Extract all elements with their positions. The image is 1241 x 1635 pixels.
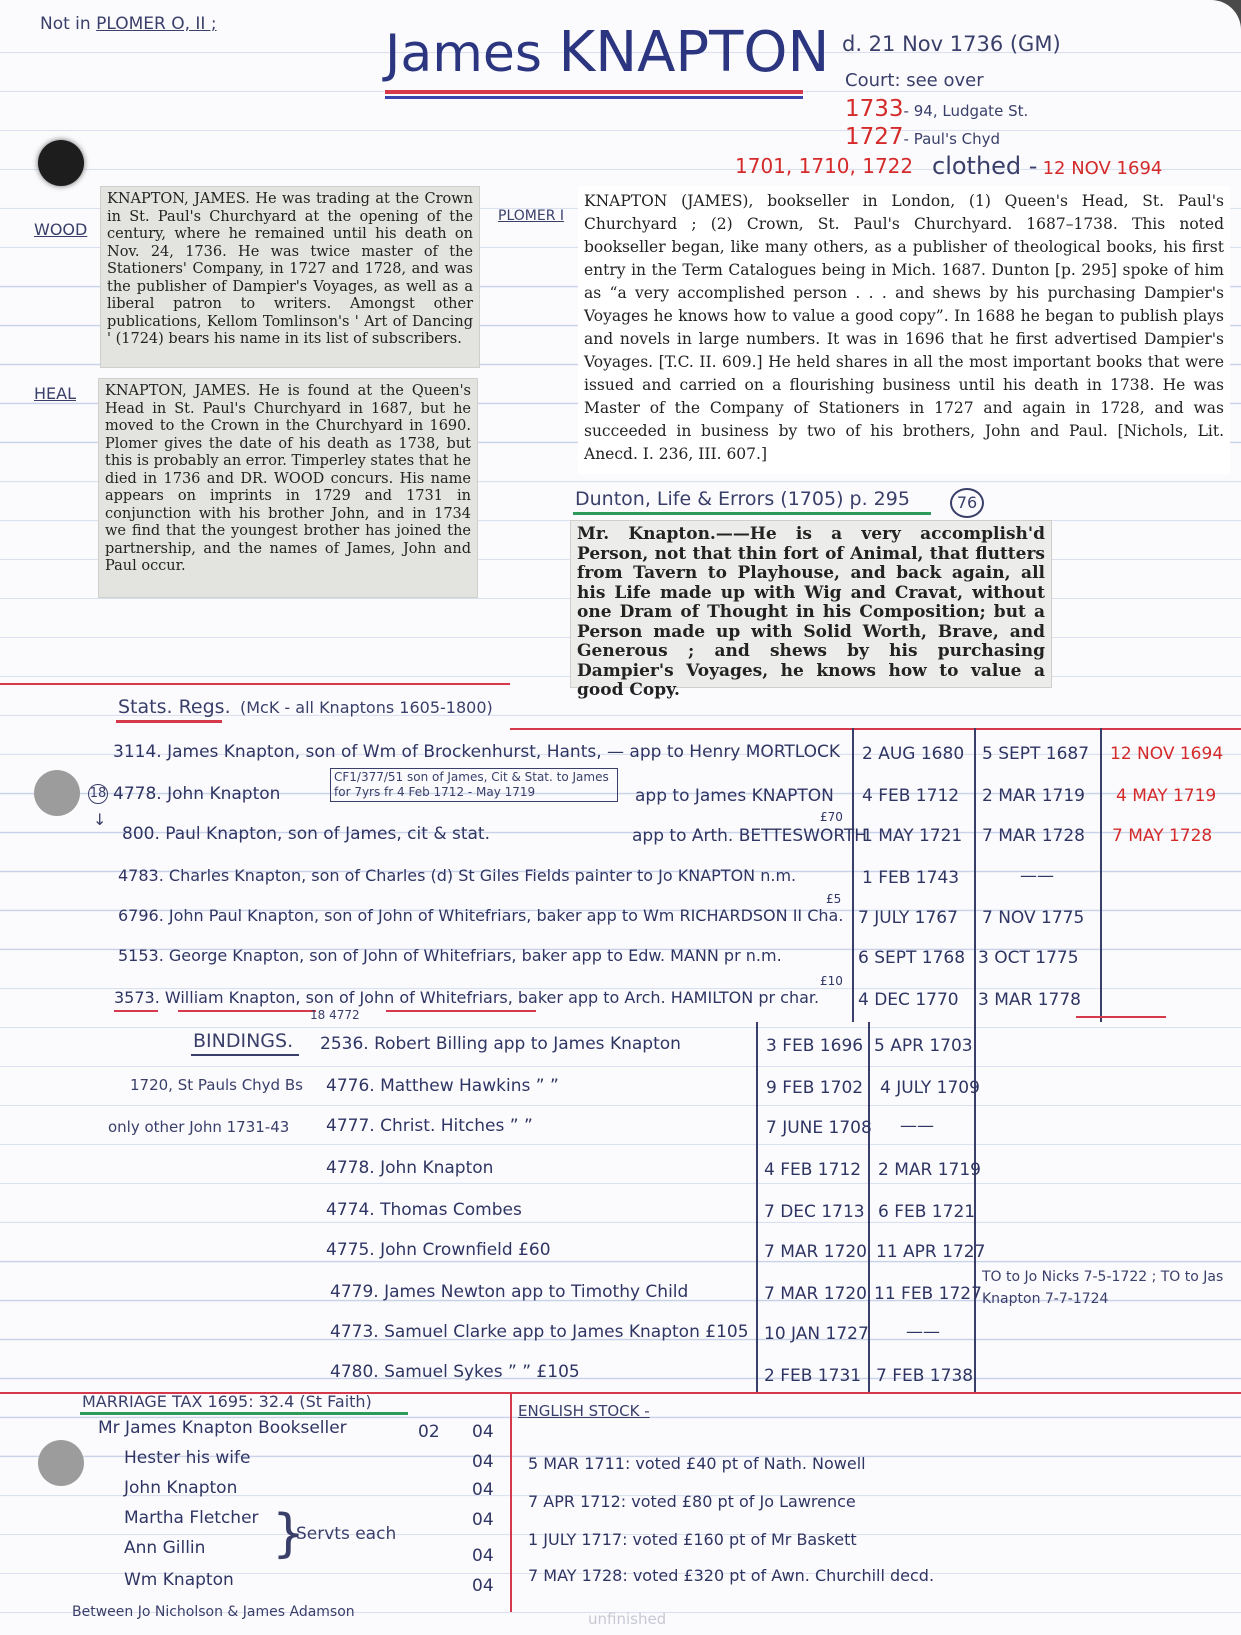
punch-hole (38, 1440, 84, 1486)
unfinished-note: unfinished (588, 1610, 667, 1628)
stats-date: 6 SEPT 1768 (858, 948, 966, 968)
dunton-heading-underline (573, 512, 931, 515)
stats-date: 1 MAY 1721 (862, 826, 963, 846)
stats-regs-heading: Stats. Regs. (118, 696, 231, 718)
ref-4772: 18 4772 (310, 1008, 360, 1022)
tax-row: Wm Knapton (124, 1570, 234, 1590)
tax-value: 04 (472, 1480, 494, 1500)
stats-date: 7 MAY 1728 (1112, 826, 1213, 846)
title-underline-blue (385, 96, 803, 99)
tax-row: John Knapton (124, 1478, 238, 1498)
stats-regs-underline (116, 720, 222, 723)
paul-app: app to Arth. BETTESWORTH (632, 826, 868, 846)
address-1733: 1733- 94, Ludgate St. (845, 96, 1029, 122)
stock-row: 1 JULY 1717: voted £160 pt of Mr Baskett (528, 1530, 857, 1549)
heal-clipping: KNAPTON, JAMES. He is found at the Queen's Head in St. Paul's Churchyard in 1687, but he moved to the Crown in the Churchyard in 1690. Plomer gives the date of his death as 1738, but this is probably an error. Timperley states that he died in 1736 and DR. WOOD concurs. His name appears on imprints in 1729 and 1731 in conjunction with his brother John, and in 1734 we find that the youngest brother has joined the partnership, and the names of James, John and Paul occur. (98, 378, 478, 598)
binding-date: 11 APR 1727 (876, 1242, 986, 1262)
tax-row: Mr James Knapton Bookseller (98, 1418, 347, 1438)
binding-date: 7 DEC 1713 (764, 1202, 865, 1222)
death-date: d. 21 Nov 1736 (GM) (842, 32, 1061, 56)
source-heal: HEAL (34, 384, 76, 403)
marriage-tax-underline (80, 1412, 408, 1415)
to-note: TO to Jo Nicks 7-5-1722 ; TO to Jas Knapton 7-7-1724 (982, 1269, 1224, 1307)
binding-date: 2 MAR 1719 (878, 1160, 981, 1180)
column-rule (1100, 728, 1102, 1022)
stats-date: 4 FEB 1712 (862, 786, 960, 806)
fee-note: £10 (820, 974, 843, 988)
stats-date: 2 AUG 1680 (862, 744, 965, 764)
title-underline-red (385, 90, 803, 94)
tax-value: 04 (472, 1422, 494, 1442)
stats-row: 4783. Charles Knapton, son of Charles (d) St Giles Fields painter to Jo KNAPTON n.m. (118, 866, 797, 885)
stats-row: 4778. John Knapton (113, 784, 281, 804)
binding-date: 7 MAR 1720 (764, 1242, 867, 1262)
stats-date: 4 DEC 1770 (858, 990, 959, 1010)
column-rule (756, 1022, 758, 1392)
dunton-circle-number: 76 (950, 488, 984, 518)
stats-date: 7 NOV 1775 (982, 908, 1085, 928)
william-underline (386, 1010, 536, 1012)
margin-mark-18: 18 (88, 784, 108, 804)
tax-value: 04 (472, 1546, 494, 1566)
stats-row: 6796. John Paul Knapton, son of John of Whitefriars, baker app to Wm RICHARDSON II Cha. (118, 906, 844, 925)
top-note: Not in PLOMER O, II ; (40, 14, 217, 34)
page-title: James KNAPTON (385, 20, 830, 85)
tax-value: 04 (472, 1452, 494, 1472)
stats-date: 7 MAR 1728 (982, 826, 1085, 846)
stats-date: 2 MAR 1719 (982, 786, 1085, 806)
bindings-underline (191, 1054, 299, 1056)
stats-row: 800. Paul Knapton, son of James, cit & stat. (122, 824, 490, 844)
marriage-tax-heading: MARRIAGE TAX 1695: 32.4 (St Faith) (82, 1392, 372, 1411)
punch-hole (38, 140, 84, 186)
binding-date: 7 JUNE 1708 (766, 1118, 872, 1138)
stats-date: 12 NOV 1694 (1110, 744, 1224, 764)
stock-row: 5 MAR 1711: voted £40 pt of Nath. Nowell (528, 1454, 866, 1473)
stats-date: 4 MAY 1719 (1116, 786, 1217, 806)
column-rule (974, 728, 976, 1022)
tax-value: 02 (418, 1422, 440, 1442)
column-rule (852, 728, 854, 1022)
tax-value: 04 (472, 1576, 494, 1596)
binding-row: 2536. Robert Billing app to James Knapton (320, 1034, 681, 1054)
years-list: 1701, 1710, 1722 (735, 154, 914, 178)
binding-row: 4779. James Newton app to Timothy Child (330, 1282, 689, 1302)
plomer-clipping: KNAPTON (JAMES), bookseller in London, (1) Queen's Head, St. Paul's Churchyard ; (2) Crown, St. Paul's Churchyard. 1687–1738. This noted bookseller began, like many others, as a publisher of theological books, his first entry in the Term Catalogues being in Mich. 1687. Dunton [p. 295] spoke of him as “a very accomplished person . . . and shews by his purchasing Dampier's Voyages he knows how to value a good copy”. In 1688 he began to publish plays and novels in large numbers. It was in 1696 that he first advertised Dampier's Voyages. [T.C. II. 609.] He held shares in all the most important books that were issued and carried on a flourishing business until his death in 1738. He was Master of the Company of Stationers in 1727 and again in 1728, and was succeeded in business by two of his brothers, John and Paul. [Nichols, Lit. Anecd. I. 236, III. 607.] (578, 186, 1230, 474)
stock-row: 7 APR 1712: voted £80 pt of Jo Lawrence (528, 1492, 856, 1511)
source-wood: WOOD (34, 220, 88, 239)
english-stock-heading: ENGLISH STOCK - (518, 1402, 650, 1420)
binding-date: —— (906, 1322, 940, 1342)
section-divider (0, 683, 510, 685)
brace: } (272, 1504, 306, 1564)
binding-date: 7 FEB 1738 (876, 1366, 974, 1386)
binding-date: 7 MAR 1720 (764, 1284, 867, 1304)
binding-date: 4 FEB 1712 (764, 1160, 862, 1180)
margin-arrow: ↓ (93, 810, 107, 829)
bindings-side-note: 1720, St Pauls Chyd Bs (130, 1076, 303, 1094)
john-app: app to James KNAPTON (635, 786, 834, 806)
tax-row: Hester his wife (124, 1448, 251, 1468)
tax-value: 04 (472, 1510, 494, 1530)
court-note: Court: see over (845, 70, 984, 91)
bindings-side-note: only other John 1731-43 (108, 1118, 290, 1136)
stock-row: 7 MAY 1728: voted £320 pt of Awn. Churchill decd. (528, 1566, 935, 1585)
stats-regs-note: (McK - all Knaptons 1605-1800) (240, 698, 493, 717)
tax-row: Ann Gillin (124, 1538, 206, 1558)
wood-clipping: KNAPTON, JAMES. He was trading at the Crown in St. Paul's Churchyard at the opening of the century, where he remained until his death on Nov. 24, 1736. He was twice master of the Stationers' Company, in 1727 and 1728, and was the publisher of Dampier's Voyages, as well as a liberal patron to writers. Amongst other publications, Kellom Tomlinson's ' Art of Dancing ' (1724) bears his name in its list of subscribers. (100, 186, 480, 368)
binding-date: —— (900, 1116, 934, 1136)
binding-date: 9 FEB 1702 (766, 1078, 864, 1098)
stats-date: 3 MAR 1778 (978, 990, 1081, 1010)
servants-note: Servts each (296, 1524, 397, 1544)
binding-row: 4778. John Knapton (326, 1158, 494, 1178)
binding-row: 4775. John Crownfield £60 (326, 1240, 551, 1260)
binding-row: 4776. Matthew Hawkins ” ” (326, 1076, 559, 1096)
binding-date: 2 FEB 1731 (764, 1366, 862, 1386)
stats-row: 3573. William Knapton, son of John of Whitefriars, baker app to Arch. HAMILTON pr char. (114, 988, 820, 1007)
clothed-note: clothed - 12 NOV 1694 (932, 152, 1163, 180)
stats-date: 7 JULY 1767 (858, 908, 958, 928)
stats-row: 5153. George Knapton, son of John of Whitefriars, baker app to Edw. MANN pr n.m. (118, 946, 782, 965)
william-underline (114, 1010, 158, 1012)
john-note: CF1/377/51 son of James, Cit & Stat. to James for 7yrs fr 4 Feb 1712 - May 1719 (330, 768, 618, 802)
binding-row: 4780. Samuel Sykes ” ” £105 (330, 1362, 580, 1382)
fee-note: £5 (826, 892, 842, 906)
binding-date: 5 APR 1703 (874, 1036, 973, 1056)
fee-note: £70 (820, 810, 843, 824)
stats-date: —— (1020, 866, 1054, 886)
source-plomer: PLOMER I (498, 208, 564, 224)
binding-row: 4773. Samuel Clarke app to James Knapton £105 (330, 1322, 749, 1342)
stats-bottom-rule (1076, 1016, 1166, 1018)
between-note: Between Jo Nicholson & James Adamson (72, 1604, 355, 1620)
section-divider (510, 728, 1241, 730)
punch-hole (34, 770, 80, 816)
tax-row: Martha Fletcher (124, 1508, 259, 1528)
address-1727: 1727- Paul's Chyd (845, 124, 1001, 150)
dunton-clipping: Mr. Knapton.——He is a very accomplish'd Person, not that thin fort of Animal, that flutters from Tavern to Playhouse, and back again, all his Life made up with Wig and Cravat, without one Dram of Thought in his Composition; but a Person made up with Solid Worth, Brave, and Generous ; and shews by his purchasing Dampier's Voyages, he knows how to value a good Copy. (570, 520, 1052, 688)
binding-date: 6 FEB 1721 (878, 1202, 976, 1222)
stats-date: 3 OCT 1775 (978, 948, 1079, 968)
stats-date: 1 FEB 1743 (862, 868, 960, 888)
stats-date: 5 SEPT 1687 (982, 744, 1090, 764)
binding-row: 4774. Thomas Combes (326, 1200, 522, 1220)
stats-row: 3114. James Knapton, son of Wm of Brockenhurst, Hants, — app to Henry MORTLOCK (113, 742, 841, 762)
binding-date: 10 JAN 1727 (764, 1324, 869, 1344)
binding-date: 3 FEB 1696 (766, 1036, 864, 1056)
dunton-heading: Dunton, Life & Errors (1705) p. 295 (575, 488, 910, 510)
column-rule (510, 1392, 512, 1612)
binding-row: 4777. Christ. Hitches ” ” (326, 1116, 533, 1136)
binding-date: 4 JULY 1709 (880, 1078, 980, 1098)
binding-date: 11 FEB 1727 (874, 1284, 982, 1304)
william-underline (178, 1010, 316, 1012)
bindings-heading: BINDINGS. (193, 1030, 294, 1052)
